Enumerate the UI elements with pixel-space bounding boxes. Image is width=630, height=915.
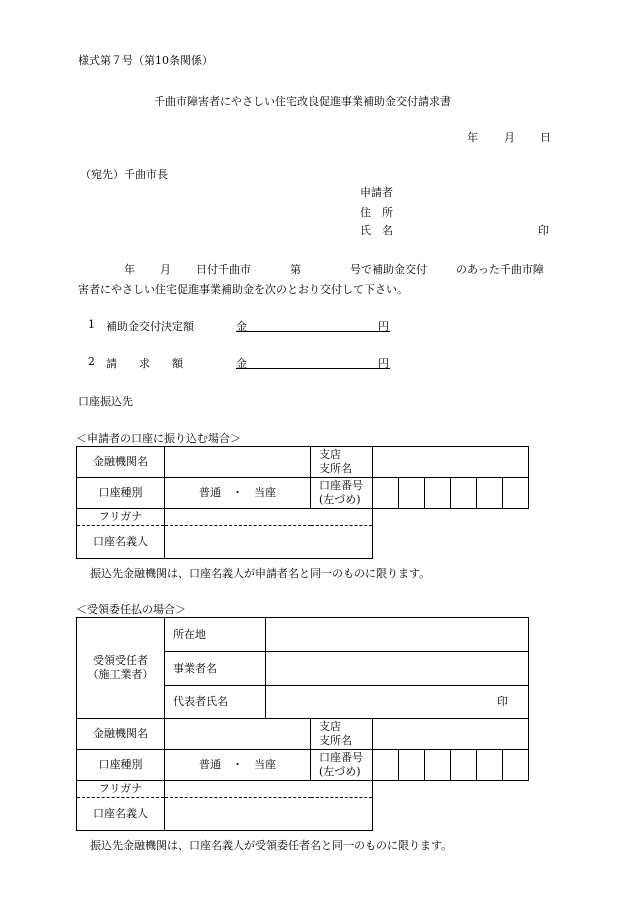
s2-account-no-label: 口座番号 (左づめ)	[311, 750, 373, 781]
document-title: 千曲市障害者にやさしい住宅改良促進事業補助金交付請求書	[154, 95, 451, 108]
s2-holder-label: 口座名義人	[77, 798, 165, 831]
s2-agent-label: 受領受任者 （施工業者）	[77, 618, 165, 719]
s2-representative-field[interactable]	[266, 686, 529, 719]
s2-digit-3[interactable]	[425, 750, 451, 781]
s1-furigana-field[interactable]	[165, 509, 373, 526]
item2-num: 2	[88, 355, 95, 368]
s2-business-name-field[interactable]	[266, 652, 529, 686]
s1-empty-2	[373, 526, 529, 559]
section1-note: 振込先金融機関は、口座名義人が申請者名と同一のものに限ります。	[90, 567, 431, 580]
s1-digit-3[interactable]	[425, 478, 451, 509]
s1-digit-5[interactable]	[477, 478, 503, 509]
item2-kin: 金	[236, 357, 247, 370]
body-line2: 害者にやさしい住宅促進事業補助金を次のとおり交付して下さい。	[78, 283, 408, 296]
s1-digit-6[interactable]	[503, 478, 529, 509]
s2-branch-label: 支店 支所名	[311, 719, 373, 750]
item2-yen: 円	[378, 357, 389, 370]
s2-account-type-options[interactable]: 普通 ・ 当座	[165, 750, 311, 781]
s2-digit-4[interactable]	[451, 750, 477, 781]
s2-business-name-label: 事業者名	[165, 652, 266, 686]
s1-digit-4[interactable]	[451, 478, 477, 509]
date-year: 年	[467, 131, 478, 144]
body-go: 号で補助金交付	[350, 263, 427, 276]
section2-agent-table	[76, 617, 529, 719]
item2-underline	[236, 368, 390, 369]
s2-holder-field[interactable]	[165, 798, 373, 831]
s2-bank-name-label: 金融機関名	[77, 719, 165, 750]
s2-location-label: 所在地	[165, 618, 266, 652]
s2-furigana-field[interactable]	[165, 781, 373, 798]
s1-holder-field[interactable]	[165, 526, 373, 559]
s2-digit-1[interactable]	[373, 750, 399, 781]
s1-bank-name-label: 金融機関名	[77, 447, 165, 478]
s2-empty-1	[373, 781, 529, 798]
s2-branch-field[interactable]	[373, 719, 529, 750]
transfer-heading: 口座振込先	[78, 395, 133, 408]
applicant-seal: 印	[538, 224, 549, 237]
s2-location-field[interactable]	[266, 618, 529, 652]
s2-digit-2[interactable]	[399, 750, 425, 781]
date-month: 月	[504, 131, 515, 144]
s1-furigana-label: フリガナ	[77, 509, 165, 526]
s2-bank-name-field[interactable]	[165, 719, 311, 750]
s1-empty-1	[373, 509, 529, 526]
addressee: （宛先）千曲市長	[80, 168, 168, 181]
item1-underline	[236, 331, 390, 332]
item1-yen: 円	[378, 320, 389, 333]
s2-representative-label: 代表者氏名	[165, 686, 266, 719]
s1-account-type-options[interactable]: 普通 ・ 当座	[165, 478, 311, 509]
body-atta: のあった千曲市障	[456, 263, 544, 276]
s1-account-type-label: 口座種別	[77, 478, 165, 509]
s1-bank-name-field[interactable]	[165, 447, 311, 478]
body-dai: 第	[290, 263, 301, 276]
body-day-city: 日付千曲市	[196, 263, 251, 276]
s2-furigana-label: フリガナ	[77, 781, 165, 798]
s2-seal: 印	[497, 695, 508, 708]
body-year: 年	[124, 263, 135, 276]
applicant-label: 申請者	[360, 186, 393, 199]
section1-heading: ＜申請者の口座に振り込む場合＞	[76, 432, 241, 445]
s1-branch-label: 支店 支所名	[311, 447, 373, 478]
item1-kin: 金	[236, 320, 247, 333]
body-month: 月	[160, 263, 171, 276]
form-number: 様式第７号（第10条関係）	[78, 54, 213, 67]
section1-table	[76, 446, 529, 559]
s2-account-type-label: 口座種別	[77, 750, 165, 781]
date-day: 日	[540, 131, 551, 144]
s1-holder-label: 口座名義人	[77, 526, 165, 559]
item1-label: 補助金交付決定額	[106, 320, 194, 333]
applicant-address-label: 住 所	[360, 206, 393, 219]
s1-account-no-label: 口座番号 (左づめ)	[311, 478, 373, 509]
s1-digit-1[interactable]	[373, 478, 399, 509]
applicant-name-label: 氏 名	[360, 224, 393, 237]
s2-empty-2	[373, 798, 529, 831]
item2-label: 請 求 額	[106, 357, 183, 370]
s1-branch-field[interactable]	[373, 447, 529, 478]
s2-digit-6[interactable]	[503, 750, 529, 781]
section2-note: 振込先金融機関は、口座名義人が受領委任者名と同一のものに限ります。	[90, 839, 453, 852]
section2-heading: ＜受領委任払の場合＞	[76, 603, 186, 616]
item1-num: 1	[88, 318, 95, 331]
s2-digit-5[interactable]	[477, 750, 503, 781]
s1-digit-2[interactable]	[399, 478, 425, 509]
section2-bank-table	[76, 718, 529, 831]
